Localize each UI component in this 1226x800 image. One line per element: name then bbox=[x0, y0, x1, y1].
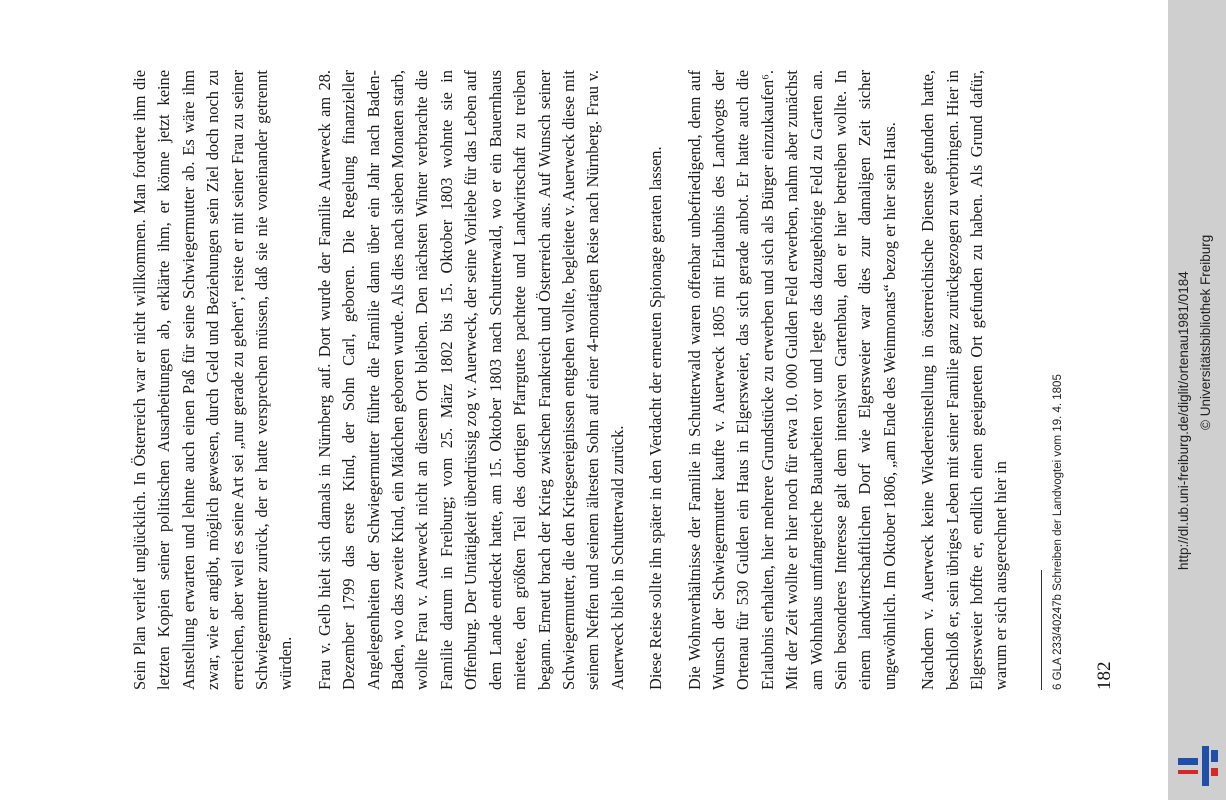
source-url-link[interactable]: http://dl.ub.uni-freiburg.de/diglit/ortenau1981/0184 bbox=[1176, 271, 1191, 570]
page-number: 182 bbox=[1094, 661, 1115, 690]
paragraph: Frau v. Gelb hielt sich damals in Nürnberg auf. Dort wurde der Familie Auerweck am 28. Dezember 1799 das erste Kind, der Sohn Carl, geboren. Die Regelung finanzieller Angelegenheiten der Schwiegermutter führte die Familie dann über ein Jahr nach Baden-Baden, wo das zweite Kind, ein Mädchen geboren wurde. Als dies nach sieben Monaten starb, wollte Frau v. Auerweck nicht an diesem Ort bleiben. Den nächsten Winter verbrachte die Familie darum in Freiburg; vom 25. März 1802 bis 15. Oktober 1803 wohnte sie in Offenburg. Der Untätigkeit überdrüssig zog v. Auerweck, der seine Vorliebe für das Leben auf dem Lande entdeckt hatte, am 15. Oktober 1803 nach Schutterwald, wo er ein Bauernhaus mietete, den größten Teil des dortigen Pfarrgutes pachtete und Landwirtschaft zu treiben begann. Erneut brach der Krieg zwischen Frankreich und Österreich aus. Auf Wunsch seiner Schwiegermutter, die den Kriegsereignissen entgehen wollte, begleitete v. Auerweck diese mit seinem Neffen und seinem ältesten Sohn auf einer 4-monatigen Reise nach Nürnberg. Frau v. Auerweck blieb in Schutterwald zurück. bbox=[314, 70, 627, 690]
footnote-divider bbox=[1041, 570, 1042, 690]
copyright-notice: © Universitätsbibliothek Freiburg bbox=[1198, 234, 1213, 430]
paragraph: Sein Plan verlief unglücklich. In Österreich war er nicht willkommen. Man forderte ihm die letzten Kopien seiner politischen Ausarbeitungen ab, erklärte ihm, er könne jetzt keine Anstellung erwarten und lehnte auch einen Paß für seine Schwiegermutter ab. Es wäre ihm zwar, wie er angibt, möglich gewesen, durch Geld und Beziehungen sein Ziel doch noch zu erreichen, aber weil es seine Art sei „nur gerade zu gehen“, reiste er mit seiner Frau zu seiner Schwiegermutter zurück, der er hatte versprechen müssen, daß sie nie voneinander getrennt würden. bbox=[130, 70, 296, 690]
footnote: 6 GLA 233/40247b Schreiben der Landvogtei vom 19. 4. 1805 bbox=[1052, 374, 1064, 690]
paragraph: Die Wohnverhältnisse der Familie in Schutterwald waren offenbar unbefriedigend, denn auf Wunsch der Schwiegermutter kaufte v. Auerweck 1805 mit Erlaubnis des Landvogts der Ortenau für 530 Gulden ein Haus in Elgersweier, das sich gerade anbot. Er hatte auch die Erlaubnis erhalten, hier mehrere Grundstücke zu erwerben und sich als Bürger einzukaufen⁶. Mit der Zeit wollte er hier noch für etwa 10. 000 Gulden Feld erwerben, nahm aber zunächst am Wohnhaus umfangreiche Bauarbeiten vor und legte das dazugehörige Feld zu Garten an. Sein besonderes Interesse galt dem intensiven Gartenbau, den er hier betreiben wollte. In einem landwirtschaftlichen Dorf wie Elgersweier war dies zur damaligen Zeit sicher ungewöhnlich. Im Oktober 1806, „am Ende des Weinmonats“ bezog er hier sein Haus. bbox=[684, 70, 899, 690]
paragraph: Diese Reise sollte ihn später in den Verdacht der erneuten Spionage geraten lassen. bbox=[646, 146, 666, 690]
paragraph: Nachdem v. Auerweck keine Wiedereinstellung in österreichische Dienste gefunden hatte, beschloß er, sein übriges Leben mit seiner Familie ganz zurückgezogen zu verbringen. Hier in Elgersweier hoffte er, endlich einen geeigneten Ort gefunden zu haben. Als Grund dafür, warum er sich ausgerechnet hier in bbox=[918, 70, 1011, 690]
ub-freiburg-logo-icon bbox=[1178, 746, 1220, 786]
body-text bbox=[128, 70, 1028, 690]
library-sidebar bbox=[1168, 0, 1226, 800]
sidebar-rotated bbox=[1168, 0, 1226, 800]
